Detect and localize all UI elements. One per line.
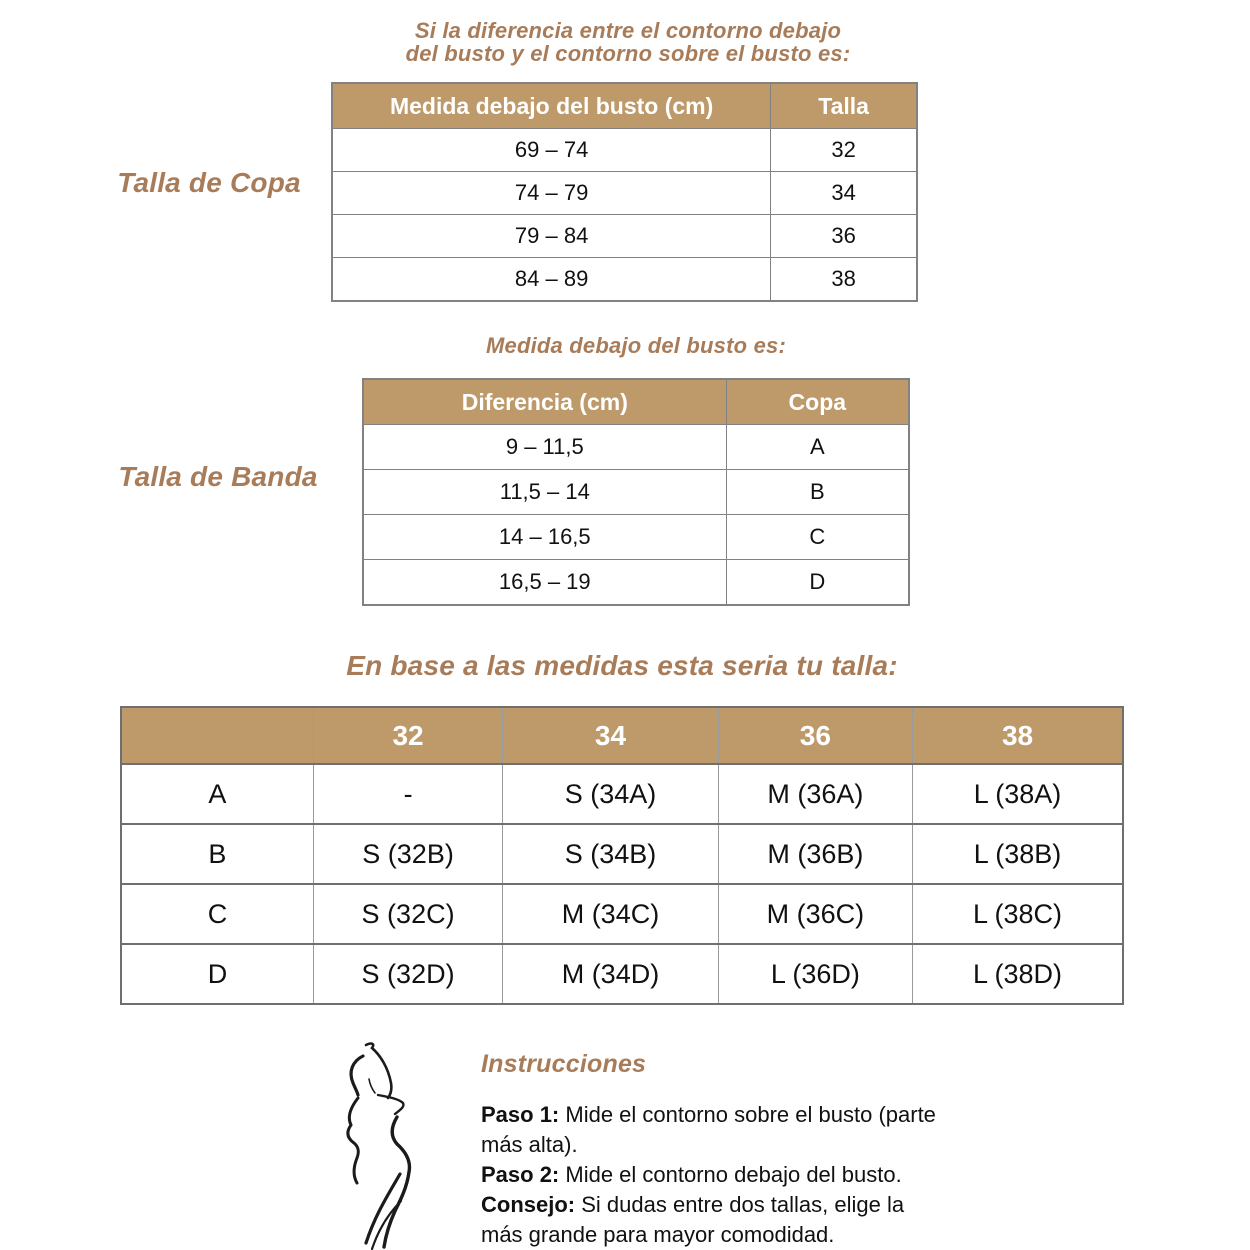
step-2-text: Mide el contorno debajo del busto. bbox=[559, 1162, 902, 1187]
size-cell: L (38C) bbox=[913, 884, 1123, 944]
table-row bbox=[363, 470, 909, 515]
row-label: B bbox=[121, 824, 313, 884]
table-header-row bbox=[121, 707, 1123, 764]
cell-size: 34 bbox=[771, 172, 917, 215]
size-cell: M (36B) bbox=[718, 824, 912, 884]
copa-heading-line1: Si la diferencia entre el contorno debajo bbox=[414, 18, 842, 43]
size-cell: L (38D) bbox=[913, 944, 1123, 1004]
table-row bbox=[121, 824, 1123, 884]
size-cell: S (32B) bbox=[313, 824, 502, 884]
cell-cup: C bbox=[726, 515, 909, 560]
tip-label: Consejo: bbox=[481, 1192, 576, 1217]
step-2-label: Paso 2: bbox=[481, 1162, 560, 1187]
table-row bbox=[363, 515, 909, 560]
band-size-table bbox=[331, 82, 918, 302]
size-cell: M (34D) bbox=[503, 944, 718, 1004]
column-header-32: 32 bbox=[313, 707, 502, 764]
cell-size: 32 bbox=[771, 129, 917, 172]
instructions-title: Instrucciones bbox=[481, 1050, 647, 1078]
size-cell: L (38B) bbox=[913, 824, 1123, 884]
table-header-row bbox=[332, 83, 917, 129]
step-1-label: Paso 1: bbox=[481, 1102, 560, 1127]
cell-range: 11,5 – 14 bbox=[363, 470, 726, 515]
column-header-38: 38 bbox=[913, 707, 1123, 764]
woman-silhouette-icon bbox=[320, 1040, 460, 1250]
banda-side-label: Talla de Banda bbox=[118, 461, 318, 492]
column-header-medida: Medida debajo del busto (cm) bbox=[332, 83, 771, 129]
cup-size-table bbox=[362, 378, 910, 606]
table-row bbox=[332, 258, 917, 302]
cell-cup: B bbox=[726, 470, 909, 515]
copa-side-label: Talla de Copa bbox=[117, 167, 301, 198]
copa-heading-line2: del busto y el contorno sobre el busto es: bbox=[405, 41, 851, 66]
cell-cup: A bbox=[726, 425, 909, 470]
row-label: D bbox=[121, 944, 313, 1004]
table-row bbox=[332, 172, 917, 215]
tip-text: Si dudas entre dos tallas, elige la más grande para mayor comodidad. bbox=[481, 1192, 905, 1247]
size-cell: M (34C) bbox=[503, 884, 718, 944]
column-header-36: 36 bbox=[718, 707, 912, 764]
row-label: C bbox=[121, 884, 313, 944]
instruction-step-2 bbox=[481, 1160, 936, 1190]
cell-range: 69 – 74 bbox=[332, 129, 771, 172]
row-label: A bbox=[121, 764, 313, 824]
column-header-34: 34 bbox=[503, 707, 718, 764]
size-cell: S (34A) bbox=[503, 764, 718, 824]
size-matrix-table bbox=[120, 706, 1124, 1005]
size-cell: S (32C) bbox=[313, 884, 502, 944]
table-row bbox=[121, 884, 1123, 944]
table-row bbox=[363, 425, 909, 470]
size-cell: L (38A) bbox=[913, 764, 1123, 824]
cell-range: 14 – 16,5 bbox=[363, 515, 726, 560]
instruction-step-1 bbox=[481, 1100, 936, 1160]
table-row bbox=[363, 560, 909, 606]
cell-range: 74 – 79 bbox=[332, 172, 771, 215]
table-header-row bbox=[363, 379, 909, 425]
column-header-diferencia: Diferencia (cm) bbox=[363, 379, 726, 425]
cell-range: 79 – 84 bbox=[332, 215, 771, 258]
column-header-talla: Talla bbox=[771, 83, 917, 129]
size-cell: - bbox=[313, 764, 502, 824]
copa-section-heading bbox=[288, 19, 968, 65]
table-row bbox=[121, 944, 1123, 1004]
cell-cup: D bbox=[726, 560, 909, 606]
result-section-heading: En base a las medidas esta seria tu talla: bbox=[346, 650, 898, 681]
cell-size: 36 bbox=[771, 215, 917, 258]
size-cell: M (36A) bbox=[718, 764, 912, 824]
step-1-text: Mide el contorno sobre el busto (parte más alta). bbox=[481, 1102, 936, 1157]
table-row bbox=[121, 764, 1123, 824]
cell-range: 16,5 – 19 bbox=[363, 560, 726, 606]
size-cell: L (36D) bbox=[718, 944, 912, 1004]
table-row bbox=[332, 215, 917, 258]
column-header-copa: Copa bbox=[726, 379, 909, 425]
instruction-tip bbox=[481, 1190, 936, 1250]
size-cell: M (36C) bbox=[718, 884, 912, 944]
banda-section-heading: Medida debajo del busto es: bbox=[486, 333, 786, 358]
cell-range: 84 – 89 bbox=[332, 258, 771, 302]
cell-size: 38 bbox=[771, 258, 917, 302]
instructions-body bbox=[481, 1100, 936, 1250]
size-cell: S (32D) bbox=[313, 944, 502, 1004]
cell-range: 9 – 11,5 bbox=[363, 425, 726, 470]
corner-cell bbox=[121, 707, 313, 764]
table-row bbox=[332, 129, 917, 172]
size-cell: S (34B) bbox=[503, 824, 718, 884]
